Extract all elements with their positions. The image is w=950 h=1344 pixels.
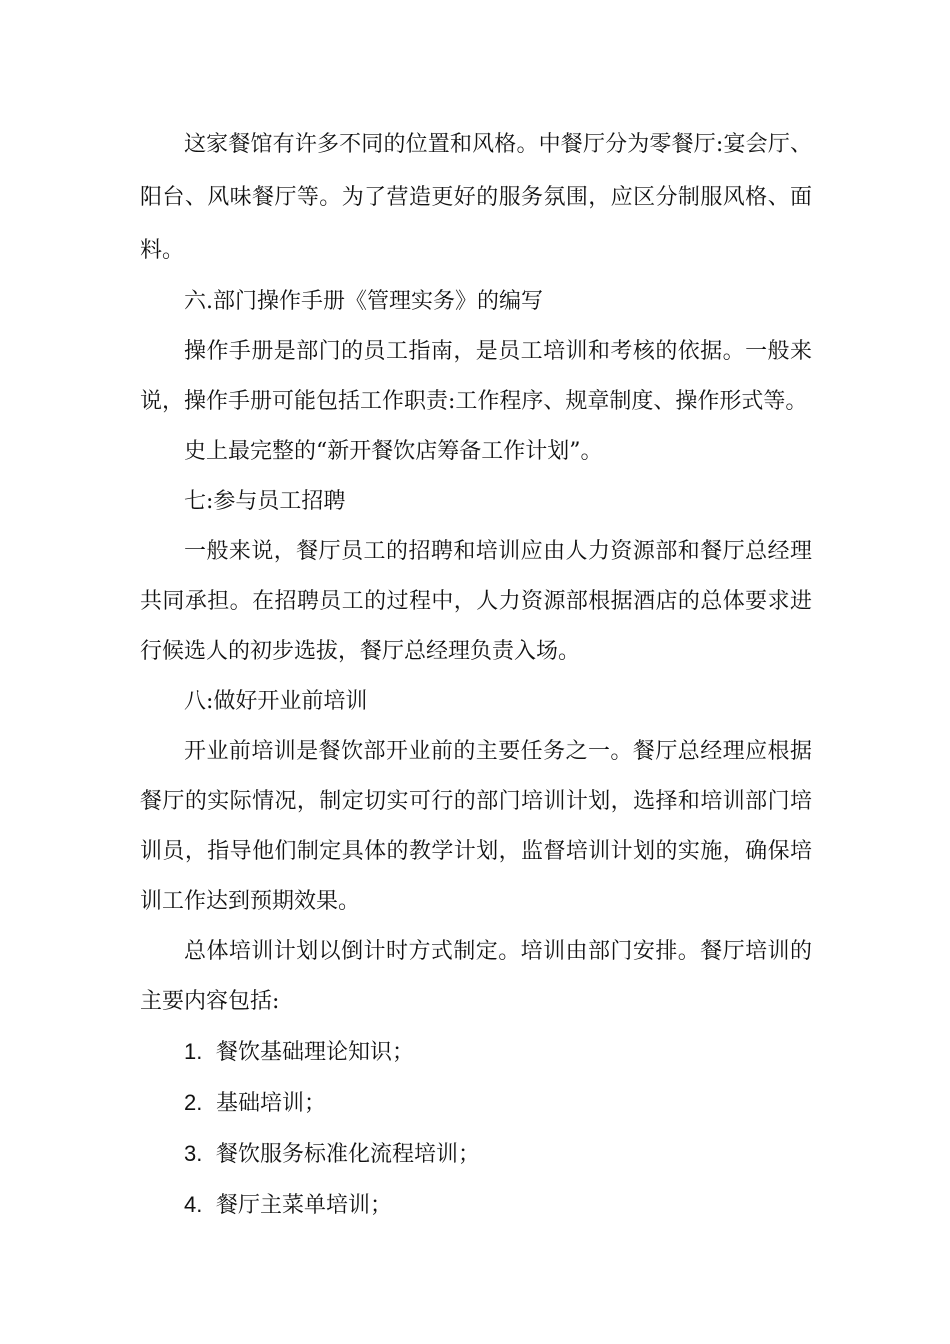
list-item-number: 1. xyxy=(184,1039,203,1064)
document-body xyxy=(140,118,812,1231)
section-heading-seven: 七:参与员工招聘 xyxy=(184,489,346,514)
list-item-text: 餐饮基础理论知识； xyxy=(216,1040,415,1065)
list-item-text: 餐厅主菜单培训； xyxy=(216,1193,393,1218)
paragraph-plan-title: 史上最完整的“新开餐饮店筹备工作计划”。 xyxy=(184,439,603,464)
paragraph-restaurant-styles: 这家餐馆有许多不同的位置和风格。中餐厅分为零餐厅:宴会厅、阳台、风味餐厅等。为了营造更好的服务氛围，应区分制服风格、面料。 xyxy=(140,132,812,263)
list-item-text: 基础培训； xyxy=(216,1091,327,1116)
list-item-number: 2. xyxy=(184,1090,203,1115)
list-item-text: 餐饮服务标准化流程培训； xyxy=(216,1142,481,1167)
paragraph-recruitment: 一般来说，餐厅员工的招聘和培训应由人力资源部和餐厅总经理共同承担。在招聘员工的过程中，人力资源部根据酒店的总体要求进行候选人的初步选拔，餐厅总经理负责入场。 xyxy=(140,539,812,664)
paragraph-training-plan: 总体培训计划以倒计时方式制定。培训由部门安排。餐厅培训的主要内容包括: xyxy=(140,939,812,1014)
list-item-number: 4. xyxy=(184,1192,203,1217)
list-item-number: 3. xyxy=(184,1141,203,1166)
list-item xyxy=(140,1078,812,1129)
list-item xyxy=(140,1129,812,1180)
paragraph-pre-opening-training: 开业前培训是餐饮部开业前的主要任务之一。餐厅总经理应根据餐厅的实际情况，制定切实可行的部门培训计划，选择和培训部门培训员，指导他们制定具体的教学计划，监督培训计划的实施，确保培训工作达到预期效果。 xyxy=(140,739,812,914)
section-heading-eight: 八:做好开业前培训 xyxy=(184,689,368,714)
list-item xyxy=(140,1027,812,1078)
paragraph-operation-manual: 操作手册是部门的员工指南，是员工培训和考核的依据。一般来说，操作手册可能包括工作职责:工作程序、规章制度、操作形式等。 xyxy=(140,339,812,414)
list-item xyxy=(140,1180,812,1231)
section-heading-six: 六.部门操作手册《管理实务》的编写 xyxy=(184,289,543,314)
